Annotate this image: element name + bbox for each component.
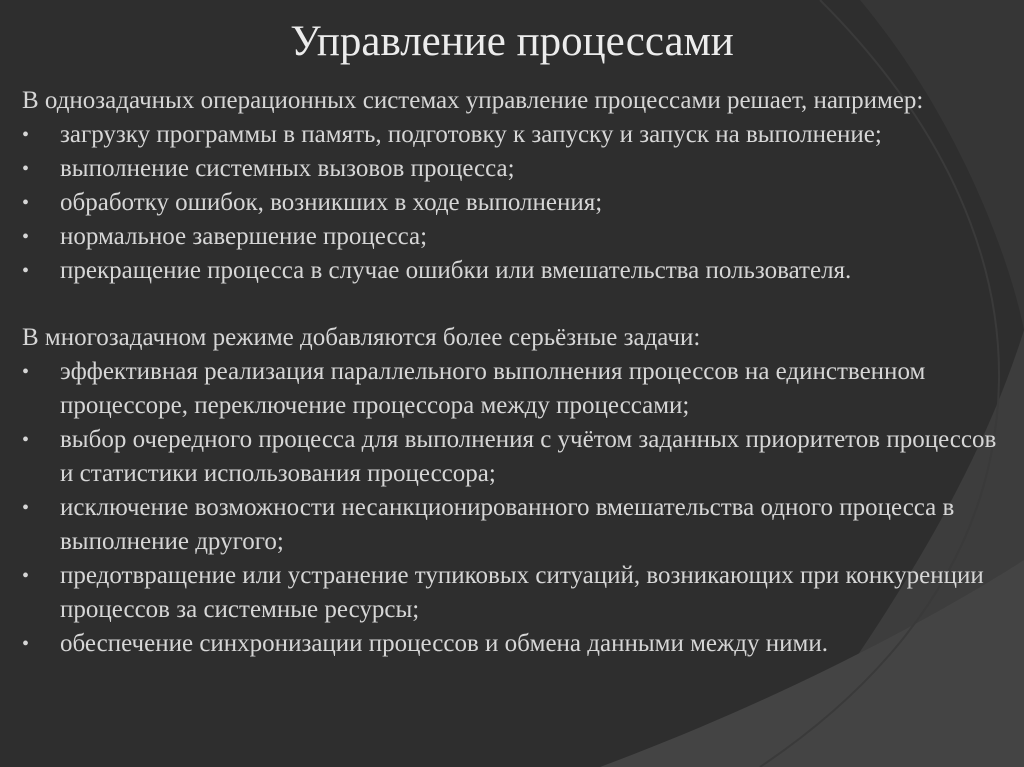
list-item-text: выполнение системных вызовов процесса; xyxy=(60,155,515,182)
list-item xyxy=(22,118,1012,152)
list-item-text: предотвращение или устранение тупиковых ситуаций, возникающих при конкуренции процессов за системные ресурсы; xyxy=(60,562,984,623)
list-item xyxy=(22,491,1012,559)
list-item xyxy=(22,220,1012,254)
list-item xyxy=(22,186,1012,220)
list-item-text: нормальное завершение процесса; xyxy=(60,223,428,250)
bullet-icon: • xyxy=(22,192,30,214)
section-spacer xyxy=(22,288,1012,321)
slide-body xyxy=(22,84,1012,661)
list-item xyxy=(22,423,1012,491)
bullet-icon: • xyxy=(22,565,30,587)
list-item xyxy=(22,152,1012,186)
list-item-text: прекращение процесса в случае ошибки или вмешательства пользователя. xyxy=(60,257,852,284)
list-item-text: обеспечение синхронизации процессов и обмена данными между ними. xyxy=(60,630,828,657)
list-item-text: обработку ошибок, возникших в ходе выполнения; xyxy=(60,189,603,216)
list-item-text: загрузку программы в память, подготовку к запуску и запуск на выполнение; xyxy=(60,121,882,148)
bullet-icon: • xyxy=(22,361,30,383)
bullet-icon: • xyxy=(22,429,30,451)
section1-intro: В однозадачных операционных системах управление процессами решает, например: xyxy=(22,87,924,114)
list-item-text: эффективная реализация параллельного выполнения процессов на единственном процессоре, переключение процессора между процессами; xyxy=(60,358,926,419)
section2-list xyxy=(22,355,1012,661)
bullet-icon: • xyxy=(22,124,30,146)
bullet-icon: • xyxy=(22,260,30,282)
list-item xyxy=(22,254,1012,288)
bullet-icon: • xyxy=(22,633,30,655)
list-item xyxy=(22,355,1012,423)
list-item-text: выбор очередного процесса для выполнения с учётом заданных приоритетов процессов и статистики использования процессора; xyxy=(60,426,997,487)
bullet-icon: • xyxy=(22,497,30,519)
bullet-icon: • xyxy=(22,226,30,248)
section1-list xyxy=(22,118,1012,288)
bullet-icon: • xyxy=(22,158,30,180)
slide-title: Управление процессами xyxy=(290,18,734,65)
list-item xyxy=(22,627,1012,661)
section2-intro: В многозадачном режиме добавляются более серьёзные задачи: xyxy=(22,324,701,351)
list-item xyxy=(22,559,1012,627)
list-item-text: исключение возможности несанкционированного вмешательства одного процесса в выполнение другого; xyxy=(60,494,955,555)
